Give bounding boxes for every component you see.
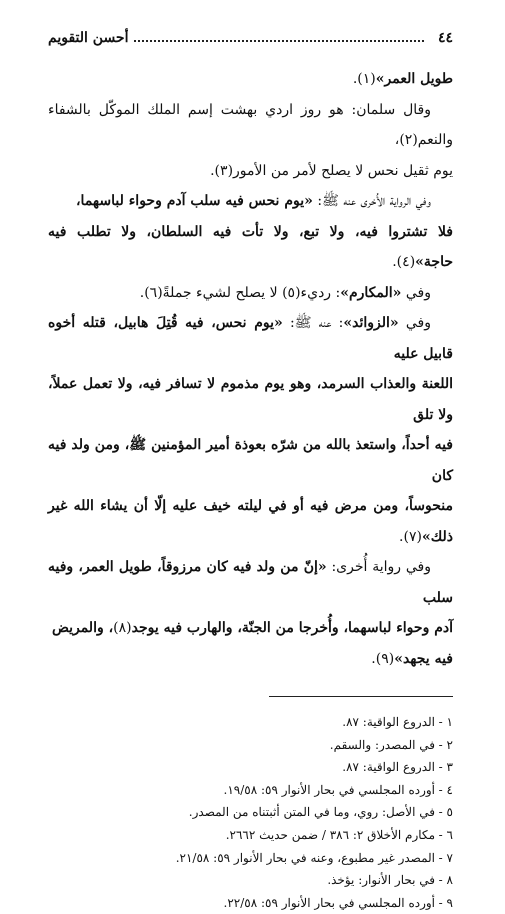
footnote-item [48,869,453,892]
footnote-number: ٣ - [438,760,453,775]
text-line [48,552,453,613]
header-dotted-leader [134,39,423,42]
footnote-item [48,734,453,757]
footnote-number: ٧ - [438,850,453,865]
footnote-item [48,711,453,734]
text-line [48,644,453,675]
footnote-number: ٩ - [438,895,453,910]
main-text [48,64,453,674]
footnote-text: الدروع الواقية: ٨٧. [342,760,435,775]
footnote-text: في المصدر: والسقم. [329,737,435,752]
text-line [48,95,453,156]
footnote-text: أورده المجلسي في بحار الأنوار ٥٩: ٢٢/٥٨. [223,895,435,910]
text-line [48,369,453,430]
footnote-item [48,779,453,802]
text-segment: وفي رواية أُخرى: [326,559,432,575]
text-line [48,308,453,369]
text-segment: : رديء [300,284,341,301]
text-line [48,64,453,95]
bold-quote-segment: فيه يجهد» [394,650,453,667]
footnote-text: في الأصل: روي، وما في المتن أثبتناه من المصدر. [188,805,435,820]
bold-quote-segment: «إنّ من ولد فيه كان مرزوقاً، طويل العمر، وفيه سلب [48,559,453,606]
text-line [48,613,453,644]
page-number: ٤٤ [437,30,453,46]
bold-quote-segment: منحوساً، ومن مرض فيه أو في ليلته خيف عليه إلّا أن يشاء الله غير ذلك» [48,498,453,545]
text-segment: وفي [401,284,431,301]
text-segment: : عنه ﷺ: [282,315,344,331]
bold-quote-segment: فلا تشتروا فيه، ولا تبع، ولا تأت فيه السلطان، ولا تطلب فيه حاجة» [48,223,453,270]
text-segment: وفي [398,315,432,331]
text-segment: (٢) [399,132,418,148]
footnotes [48,711,453,914]
text-segment: وفي الرواية الأُخرى عنه ﷺ: [312,193,431,209]
text-line [48,430,453,491]
footnote-text: الدروع الواقية: ٨٧. [342,715,435,729]
text-line [48,278,453,309]
page-header [48,28,453,48]
text-segment: (٨) [113,620,132,636]
bold-quote-segment: ، والمريض [51,620,114,636]
bold-quote-segment: «يوم نحس فيه سلب آدم وحواء لباسهما، [76,193,313,209]
bold-quote-segment: «الزوائد» [343,315,399,331]
bold-quote-segment: «يوم نحس، فيه قُتِلَ هابيل، قتله أخوه قابيل عليه [48,315,453,362]
footnote-item [48,756,453,779]
text-segment: (٧). [399,528,422,545]
text-segment: يوم ثقيل نحس لا يصلح لأمر من الأمور [233,162,453,179]
bold-quote-segment: آدم وحواء لباسهما، وأُخرجا من الجنّة، والهارب فيه يوجد [131,620,453,636]
text-line [48,491,453,552]
footnote-number: ٦ - [438,827,453,842]
text-segment: (٤). [392,254,416,270]
text-segment: (٣). [210,162,234,179]
footnote-number: ٤ - [438,782,453,797]
bold-quote-segment: «المكارم» [340,284,402,301]
text-segment: (٩). [371,650,395,667]
footnote-item [48,847,453,870]
text-segment: وقال سلمان: هو روز اردي بهشت إسم الملك الموكّل بالشفاء والنعم [48,101,453,148]
footnote-text: مكارم الأخلاق ٢: ٣٨٦ / ضمن حديث ٢٦٦٢. [225,827,435,842]
text-line [48,217,453,278]
text-segment: ، [394,132,400,148]
footnote-item [48,801,453,824]
footnote-text: المصدر غير مطبوع، وعنه في بحار الأنوار ٥٩: ٢١/٥٨. [175,850,435,865]
footnote-number: ٢ - [438,737,453,752]
bold-quote-segment: فيه أحداً، واستعذ بالله من شرّه بعوذة أمير المؤمنين ﷺ، ومن ولد فيه كان [48,437,453,484]
text-segment: (١). [352,71,376,87]
text-line [48,186,453,217]
running-title: أحسن التقويم [48,30,129,46]
footnote-text: في بحار الأنوار: يؤخذ. [327,873,435,888]
footnote-number: ٨ - [438,873,453,888]
footnote-item [48,892,453,914]
text-segment: (٦). [139,284,163,301]
footnote-text: أورده المجلسي في بحار الأنوار ٥٩: ١٩/٥٨. [223,782,435,797]
text-segment: (٥) [282,284,301,301]
text-line [48,156,453,187]
footnote-item [48,824,453,847]
footnote-number: ٥ - [438,805,453,820]
footnote-separator [269,696,453,697]
bold-quote-segment: اللعنة والعذاب السرمد، وهو يوم مذموم لا تسافر فيه، ولا تعمل عملاً، ولا تلق [48,376,453,423]
bold-quote-segment: طويل العمر» [375,71,453,87]
text-segment: لا يصلح لشيء جملةً [162,284,283,301]
footnote-number: ١ - [438,715,453,729]
